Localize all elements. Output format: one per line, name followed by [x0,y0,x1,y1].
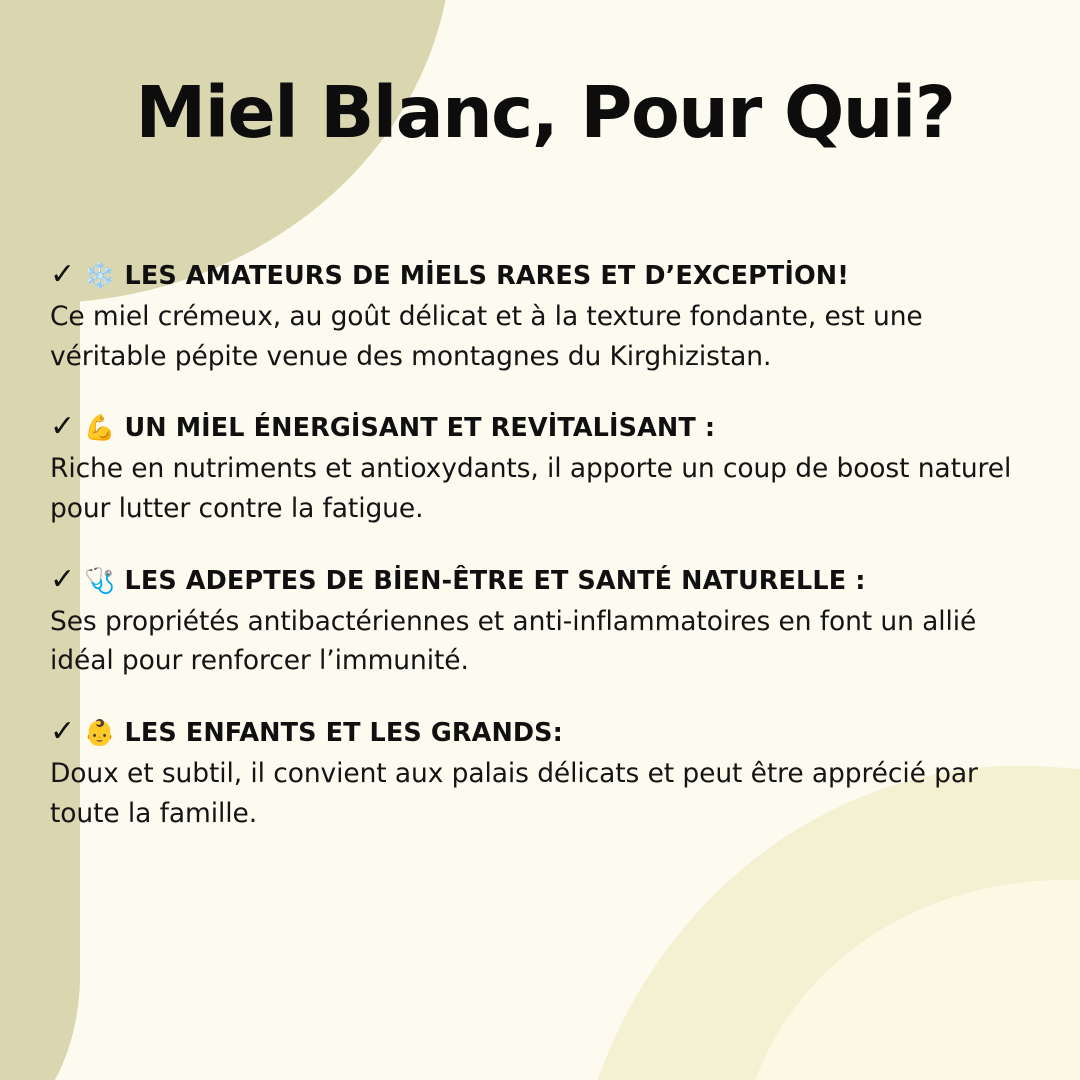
list-item-heading [50,561,1034,598]
list-item [50,257,1034,376]
list-item [50,409,1034,528]
list-item-body: Ses propriétés antibactériennes et anti-inflammatoires en font un allié idéal pour renforcer l’immunité. [50,605,977,677]
list-item-heading-text: UN MİEL ÉNERGİSANT ET REVİTALİSANT : [124,413,716,444]
list-item-heading-text: LES AMATEURS DE MİELS RARES ET D’EXCEPTİON! [124,261,849,292]
check-icon: ✓ [50,409,76,445]
check-icon: ✓ [50,561,76,597]
baby-emoji: 👶 [84,718,116,748]
list-item-heading [50,257,1034,293]
page-title: Miel Blanc, Pour Qui? [135,71,955,154]
benefits-list [50,257,1034,834]
flexed-biceps-emoji: 💪 [84,413,116,443]
list-item [50,714,1034,833]
list-item-heading [50,714,1034,750]
list-item-body: Ce miel crémeux, au goût délicat et à la texture fondante, est une véritable pépite venue des montagnes du Kirghizistan. [50,300,923,372]
list-item-heading-text: LES ADEPTES DE BİEN-ÊTRE ET SANTÉ NATURELLE : [124,565,866,596]
check-icon: ✓ [50,714,76,750]
list-item-body: Doux et subtil, il convient aux palais délicats et peut être apprécié par toute la famille. [50,758,978,829]
check-icon: ✓ [50,257,76,293]
list-item-heading [50,409,1034,445]
list-item-heading-text: LES ENFANTS ET LES GRANDS: [124,718,563,749]
list-item-body: Riche en nutriments et antioxydants, il apporte un coup de boost naturel pour lutter contre la fatigue. [50,453,1012,525]
snowflake-emoji: ❄️ [84,261,116,291]
list-item [50,561,1034,681]
stethoscope-emoji: 🩺 [84,565,116,595]
